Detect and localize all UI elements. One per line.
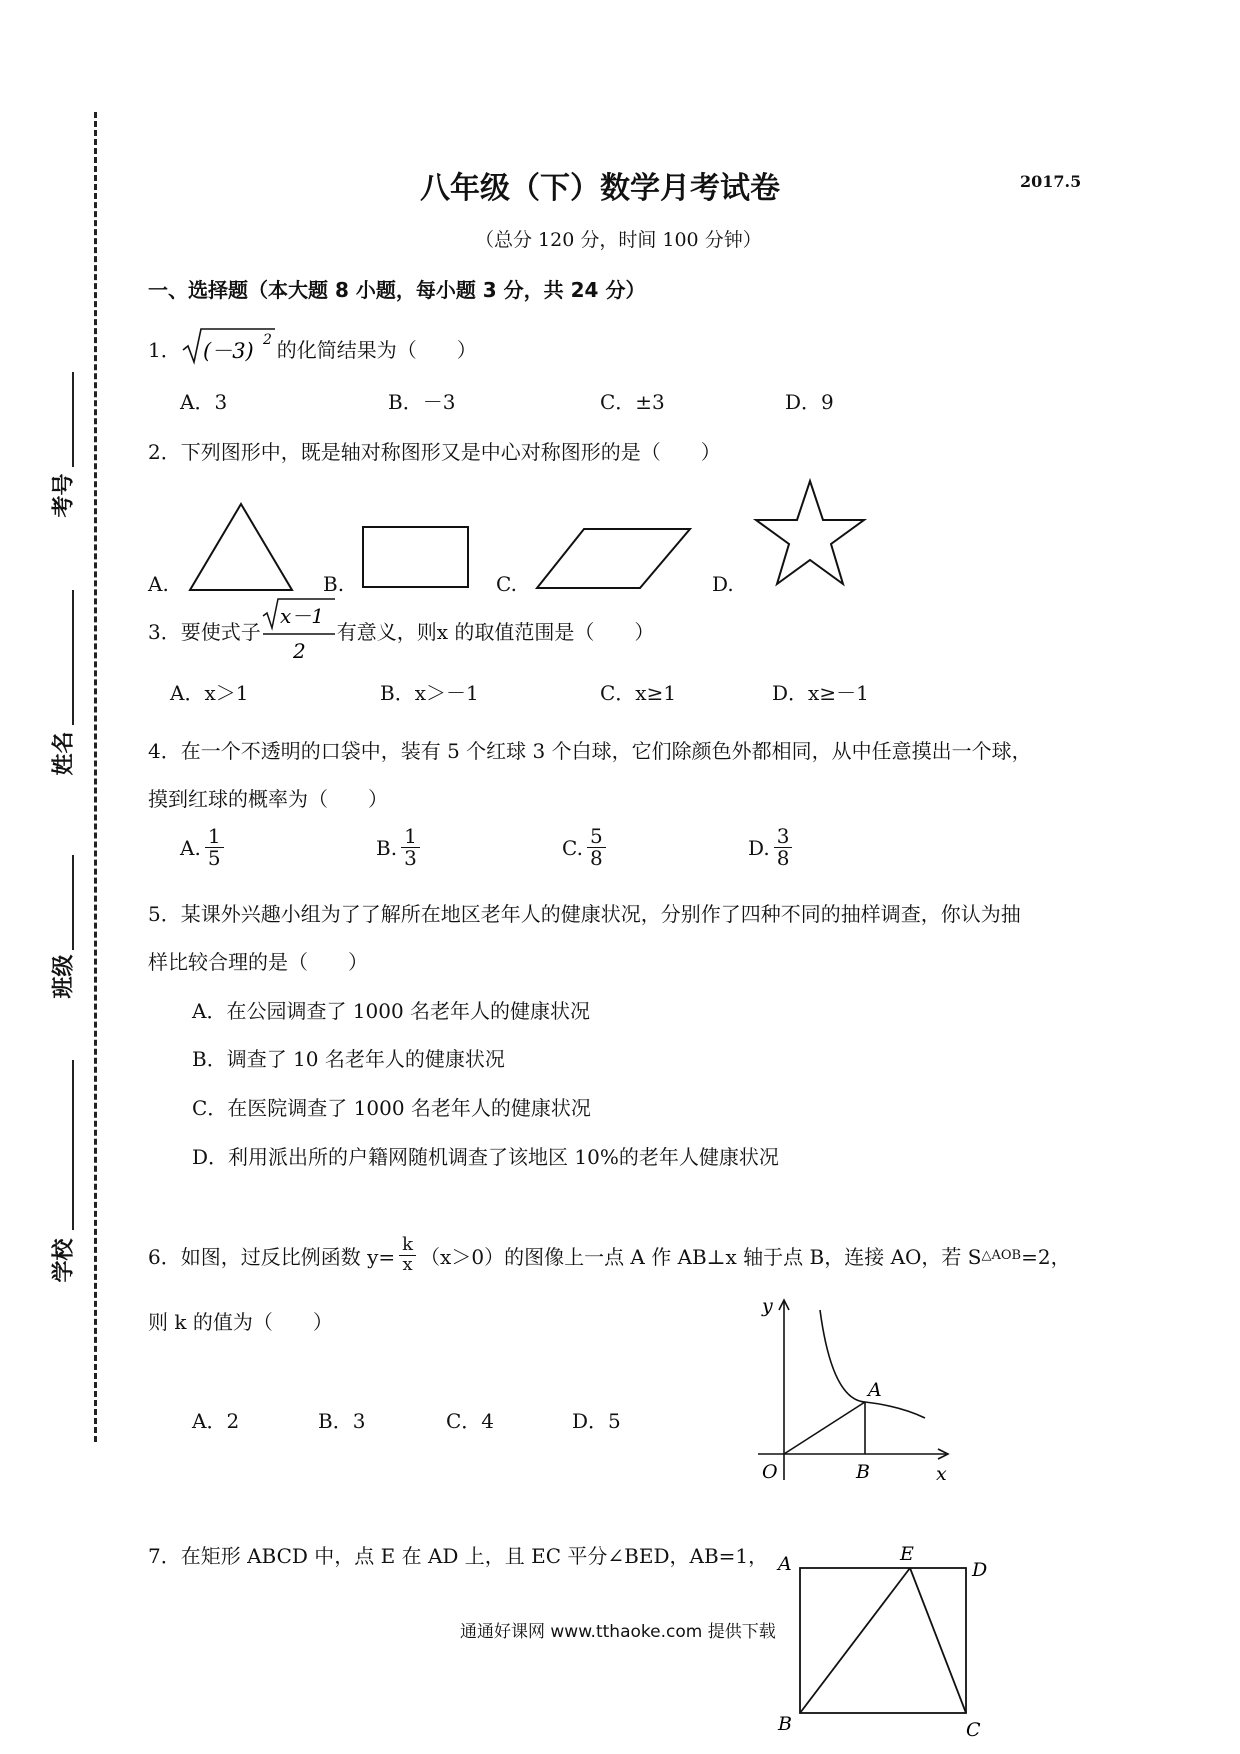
q3-option-a[interactable]: A．x＞1 [170, 681, 249, 705]
q4-option-b-fraction [401, 826, 420, 869]
q4-option-d-fraction [774, 826, 793, 869]
q4-option-b[interactable] [376, 826, 424, 869]
q6-numerator: k [399, 1236, 416, 1256]
sqrt-expression [181, 326, 277, 371]
q6-option-d[interactable]: D．5 [572, 1409, 621, 1433]
graph-x-label: x [936, 1463, 947, 1485]
q6-option-c[interactable]: C．4 [446, 1409, 495, 1433]
class-field[interactable] [30, 855, 90, 999]
q4-d-denominator: 8 [776, 846, 790, 870]
class-label: 班级 [51, 954, 77, 999]
q3-option-d[interactable]: D．x≥－1 [772, 681, 869, 705]
question-7: 7．在矩形 ABCD 中，点 E 在 AD 上，且 EC 平分∠BED，AB=1， [148, 1544, 769, 1568]
q4-a-denominator: 5 [207, 846, 221, 870]
q3-prefix: 3．要使式子 [148, 619, 261, 644]
q6-fraction [399, 1236, 416, 1275]
q2-option-c[interactable]: C. [496, 572, 517, 596]
question-2: 2．下列图形中，既是轴对称图形又是中心对称图形的是（ ） [148, 440, 721, 464]
name-blank[interactable] [72, 590, 74, 725]
q6-suffix: =2， [1021, 1244, 1071, 1269]
footer-watermark: 通通好课网 www.tthaoke.com 提供下载 [460, 1622, 776, 1642]
q4-option-a-fraction [205, 826, 224, 869]
q4-a-numerator: 1 [205, 826, 224, 848]
q4-option-a-label: A. [180, 835, 201, 860]
graph-point-b-label: B [856, 1461, 870, 1483]
radical-sign-icon [181, 326, 277, 366]
q1-option-b[interactable]: B．－3 [388, 390, 456, 414]
question-6-line2: 则 k 的值为（ ） [148, 1310, 333, 1334]
q6-subscript: △AOB [981, 1247, 1022, 1263]
q1-number: 1． [148, 338, 181, 362]
sqrt-fraction-icon [261, 596, 337, 664]
question-4-line1: 4．在一个不透明的口袋中，装有 5 个红球 3 个白球，它们除颜色外都相同，从中任意摸出一个球， [148, 739, 1032, 763]
q1-option-c[interactable]: C．±3 [600, 390, 665, 414]
q6-denominator: x [402, 1253, 413, 1275]
exam-number-label: 考号 [51, 473, 77, 518]
q3-text: 有意义，则x 的取值范围是（ ） [336, 619, 655, 644]
school-blank[interactable] [72, 1060, 74, 1230]
question-5-line1: 5．某课外兴趣小组为了了解所在地区老年人的健康状况，分别作了四种不同的抽样调查，你认为抽 [148, 902, 1021, 926]
q4-option-c-fraction [587, 826, 606, 869]
q4-option-d-label: D. [748, 835, 770, 860]
star-figure-icon [752, 478, 868, 590]
q4-b-denominator: 3 [404, 846, 417, 870]
name-field[interactable] [30, 590, 90, 776]
exam-subtitle: （总分 120 分，时间 100 分钟） [475, 229, 762, 251]
q6-text: （x＞0）的图像上一点 A 作 AB⊥x 轴于点 B，连接 AO，若 S [420, 1244, 982, 1269]
q4-option-d[interactable] [748, 826, 796, 869]
q4-option-c-label: C. [562, 835, 583, 860]
parallelogram-figure-icon [534, 526, 694, 592]
q6-option-a[interactable]: A．2 [192, 1409, 240, 1433]
inverse-proportion-graph [740, 1290, 960, 1490]
class-blank[interactable] [72, 855, 74, 950]
q1-option-a[interactable]: A．3 [180, 390, 228, 414]
q4-option-a[interactable] [180, 826, 228, 869]
rectangle-abcd-figure [770, 1538, 1000, 1748]
exam-date: 2017.5 [1020, 172, 1082, 191]
rect-point-c-label: C [966, 1719, 981, 1741]
school-label: 学校 [51, 1238, 77, 1283]
rect-point-d-label: D [972, 1559, 988, 1581]
exam-number-field[interactable] [30, 372, 90, 518]
q3-option-b[interactable]: B．x＞－1 [380, 681, 479, 705]
q5-option-a[interactable]: A．在公园调查了 1000 名老年人的健康状况 [192, 999, 591, 1023]
q3-radicand: x－1 [279, 604, 324, 628]
graph-y-label: y [762, 1295, 773, 1317]
graph-point-a-label: A [868, 1379, 882, 1401]
question-3 [148, 596, 654, 664]
name-label: 姓名 [51, 731, 77, 776]
rect-point-b-label: B [778, 1713, 792, 1735]
q5-option-d[interactable]: D．利用派出所的户籍网随机调查了该地区 10%的老年人健康状况 [192, 1145, 779, 1169]
q2-option-a[interactable]: A. [148, 572, 169, 596]
triangle-figure-icon [186, 500, 296, 595]
q4-option-b-label: B. [376, 835, 398, 860]
q1-option-d[interactable]: D．9 [785, 390, 834, 414]
rect-point-e-label: E [900, 1543, 914, 1565]
q6-prefix: 6．如图，过反比例函数 y= [148, 1244, 396, 1269]
q4-d-numerator: 3 [774, 826, 793, 848]
q2-option-b[interactable]: B. [323, 572, 345, 596]
q3-denominator: 2 [292, 639, 306, 663]
q1-exponent: 2 [262, 332, 272, 348]
school-field[interactable] [30, 1060, 90, 1283]
section-heading: 一、选择题（本大题 8 小题，每小题 3 分，共 24 分） [148, 278, 646, 302]
q5-option-b[interactable]: B．调查了 10 名老年人的健康状况 [192, 1047, 505, 1071]
rectangle-figure-icon [360, 524, 472, 590]
q6-option-b[interactable]: B．3 [318, 1409, 366, 1433]
question-1 [148, 326, 477, 371]
q5-option-c[interactable]: C．在医院调查了 1000 名老年人的健康状况 [192, 1096, 591, 1120]
q4-c-numerator: 5 [587, 826, 606, 848]
question-4-line2: 摸到红球的概率为（ ） [148, 787, 388, 811]
graph-origin-label: O [762, 1461, 778, 1483]
q4-b-numerator: 1 [401, 826, 420, 848]
q4-option-c[interactable] [562, 826, 610, 869]
binding-dashed-line [94, 112, 97, 1442]
q1-radicand: (－3) [202, 339, 254, 363]
question-5-line2: 样比较合理的是（ ） [148, 950, 368, 974]
q3-option-c[interactable]: C．x≥1 [600, 681, 677, 705]
rect-point-a-label: A [778, 1553, 792, 1575]
q2-option-d[interactable]: D. [712, 572, 734, 596]
exam-number-blank[interactable] [72, 372, 74, 467]
q1-text: 的化简结果为（ ） [276, 338, 477, 362]
question-6-line1 [148, 1236, 1071, 1275]
page-title: 八年级（下）数学月考试卷 [420, 171, 780, 206]
q4-c-denominator: 8 [589, 846, 603, 870]
